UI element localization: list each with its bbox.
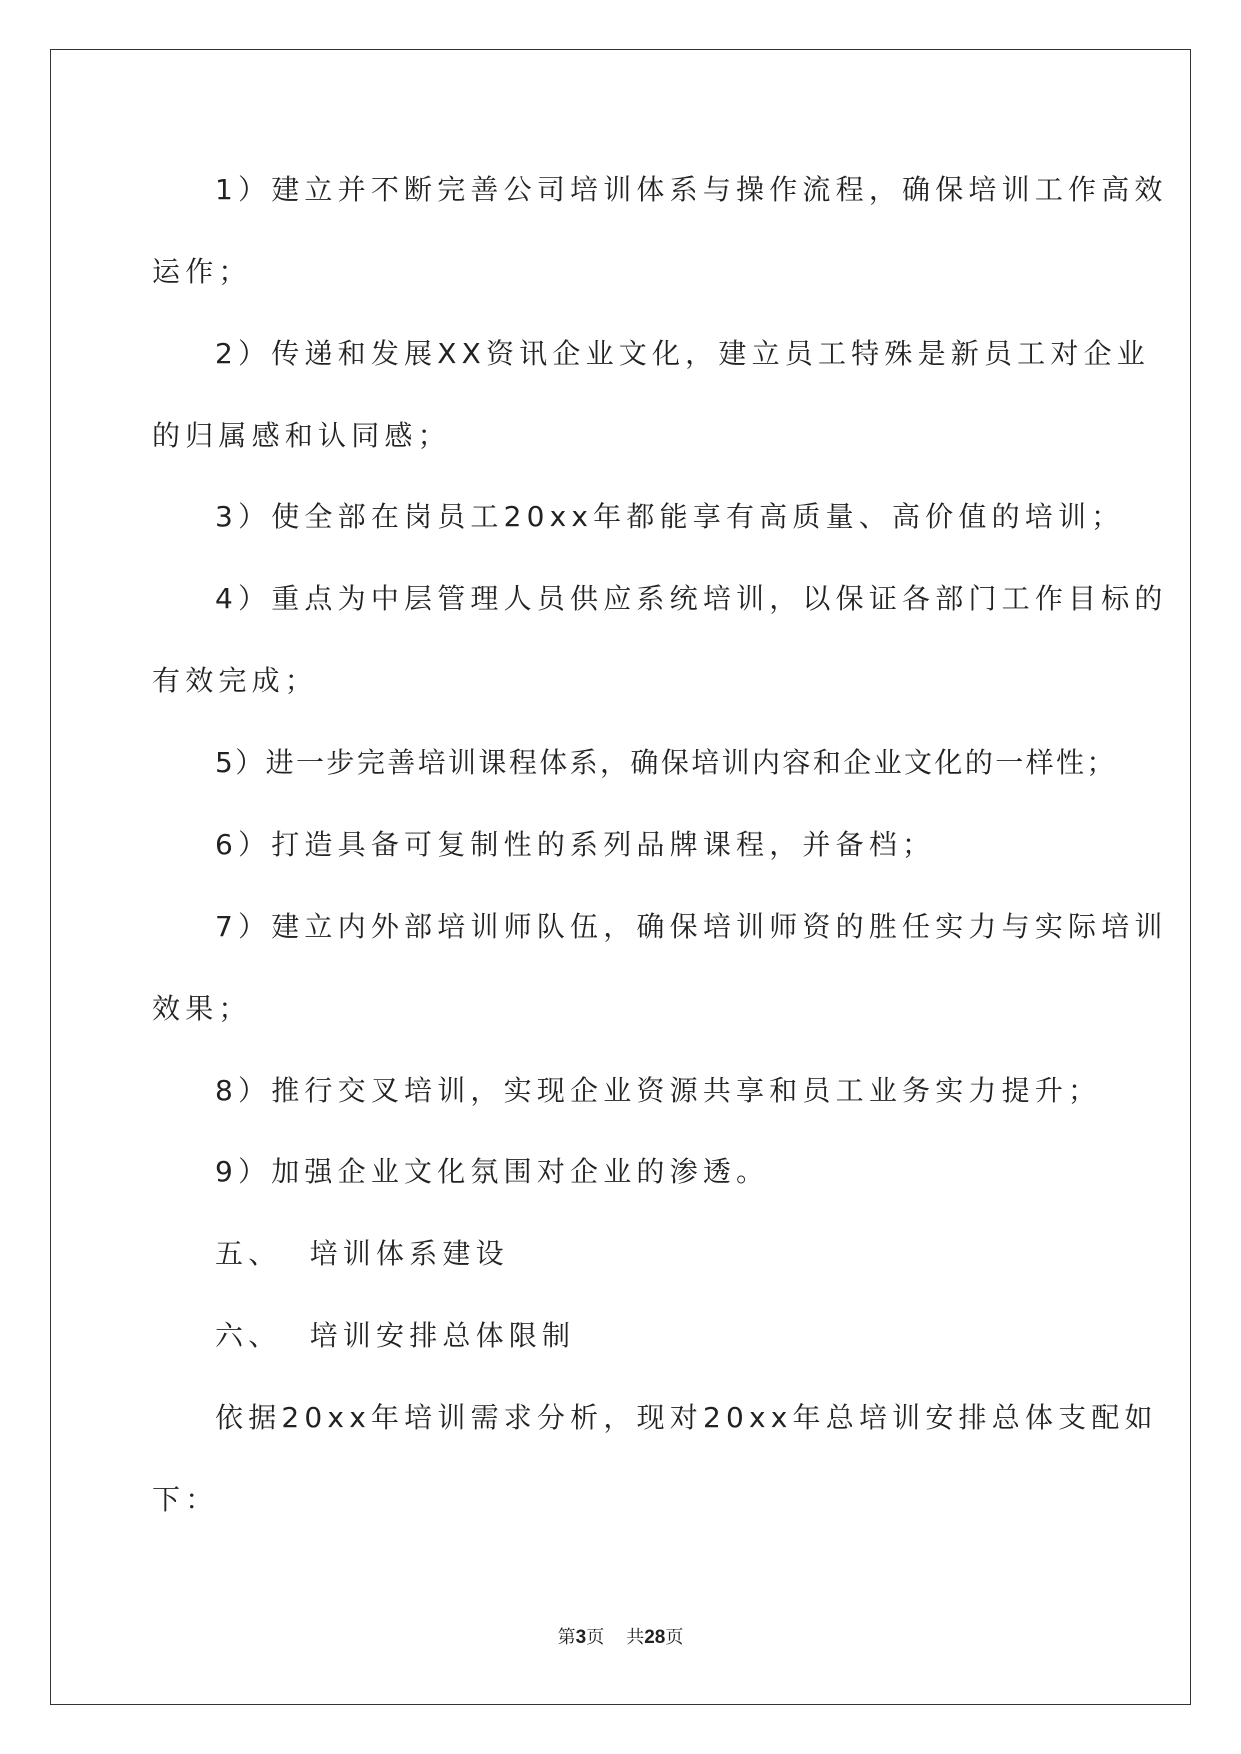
- total-page-count: 28: [644, 1627, 666, 1648]
- paragraph-line: 2）传递和发展XX资讯企业文化，建立员工特殊是新员工对企业: [215, 337, 1150, 370]
- paragraph-line: 4）重点为中层管理人员供应系统培训，以保证各部门工作目标的: [215, 582, 1168, 615]
- paragraph-line: 7）建立内外部培训师队伍，确保培训师资的胜任实力与实际培训: [215, 910, 1168, 943]
- total-suffix: 页: [665, 1627, 684, 1648]
- section-heading: 六、 培训安排总体限制: [215, 1319, 576, 1352]
- page-border: [50, 49, 1191, 1705]
- paragraph-line: 的归属感和认同感；: [152, 419, 451, 452]
- paragraph-line: 下：: [152, 1483, 219, 1516]
- paragraph-line: 有效完成；: [152, 664, 319, 697]
- paragraph-line: 6）打造具备可复制性的系列品牌课程，并备档；: [215, 828, 936, 861]
- paragraph-line: 依据20xx年培训需求分析，现对20xx年总培训安排总体支配如: [215, 1401, 1158, 1434]
- page-suffix: 页: [586, 1627, 605, 1648]
- total-prefix: 共: [626, 1627, 645, 1648]
- page-footer: [0, 1626, 1241, 1650]
- paragraph-line: 效果；: [152, 992, 252, 1025]
- paragraph-line: 3）使全部在岗员工20xx年都能享有高质量、高价值的培训；: [215, 500, 1125, 533]
- paragraph-line: 5）进一步完善培训课程体系，确保培训内容和企业文化的一样性；: [215, 746, 1117, 779]
- paragraph-line: 9）加强企业文化氛围对企业的渗透。: [215, 1155, 770, 1188]
- section-heading: 五、 培训体系建设: [215, 1237, 509, 1270]
- page-prefix: 第: [557, 1627, 576, 1648]
- current-page-number: 3: [575, 1627, 587, 1648]
- paragraph-line: 运作；: [152, 255, 252, 288]
- paragraph-line: 1）建立并不断完善公司培训体系与操作流程，确保培训工作高效: [215, 173, 1168, 206]
- paragraph-line: 8）推行交叉培训，实现企业资源共享和员工业务实力提升；: [215, 1074, 1102, 1107]
